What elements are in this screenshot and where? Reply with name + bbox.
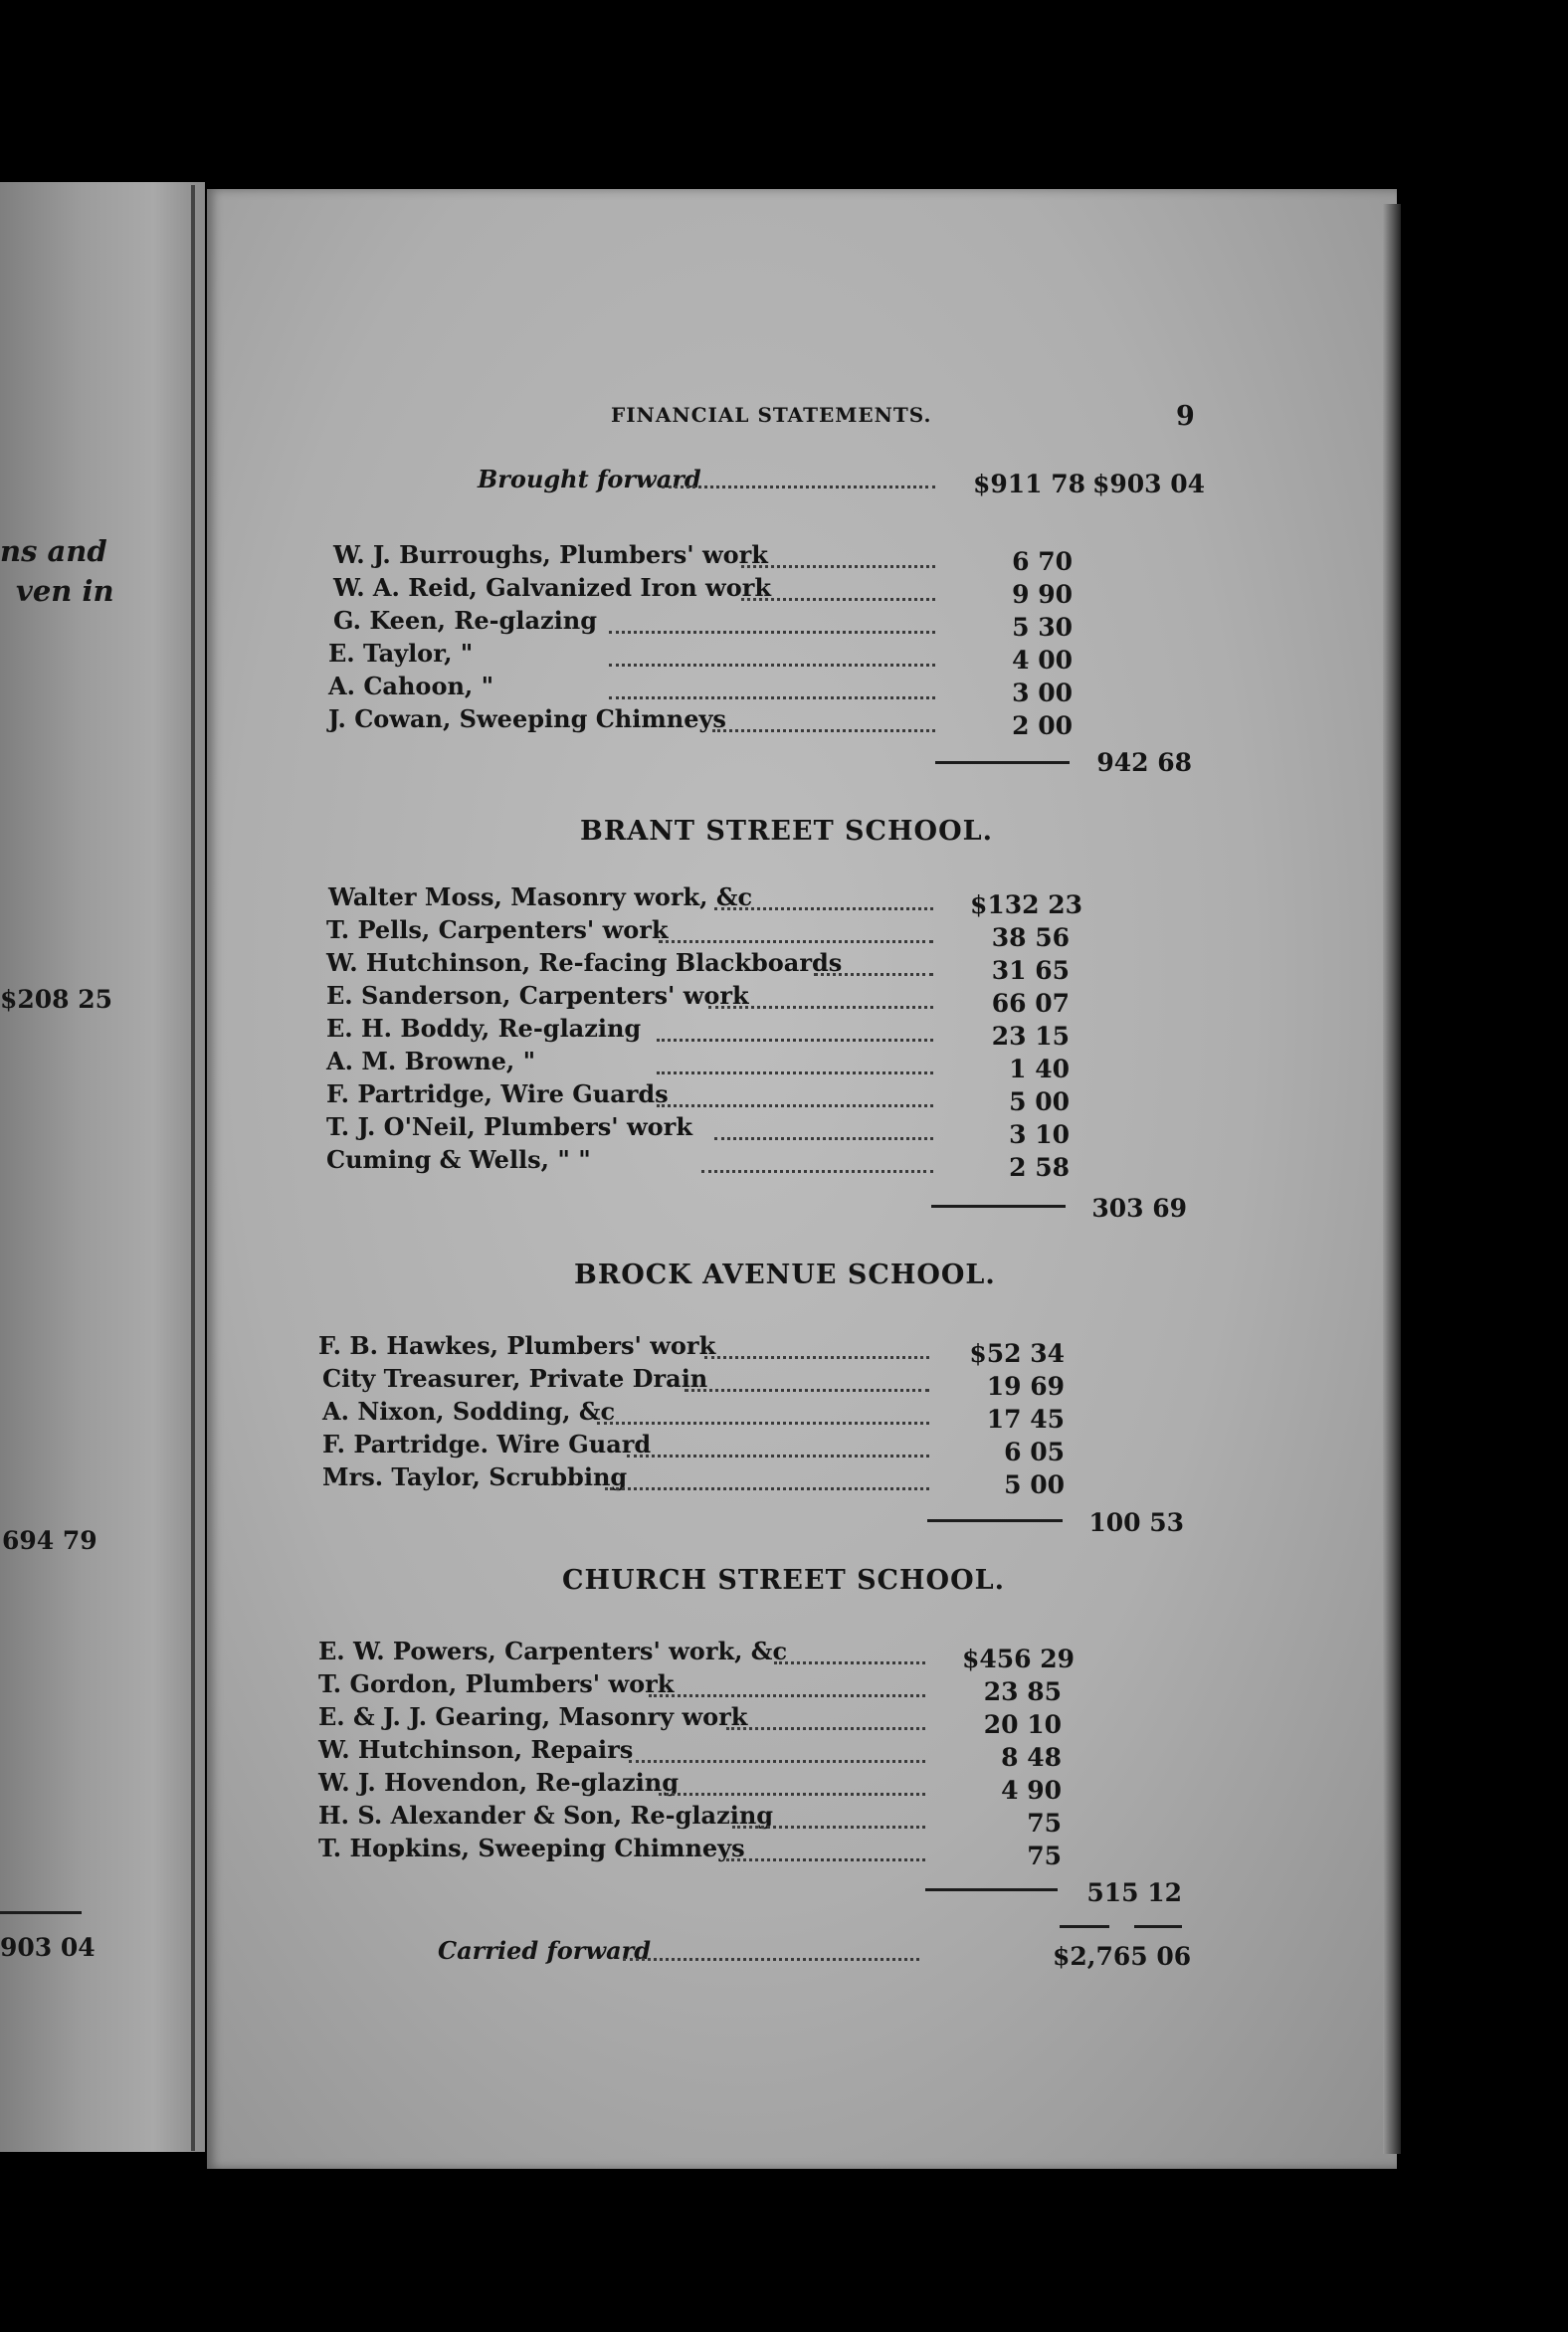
- entry-name: A. Nixon, Sodding, &c: [322, 1397, 616, 1426]
- leader-dots: [726, 1858, 925, 1861]
- entry-name: W. J. Burroughs, Plumbers' work: [333, 540, 768, 569]
- entry-name: Cuming & Wells, " ": [326, 1145, 591, 1174]
- leader-dots: [712, 729, 935, 732]
- leader-dots: [685, 1389, 929, 1392]
- leader-dots: [649, 1694, 925, 1697]
- entry-amount: 6 70: [1012, 547, 1073, 576]
- entry-amount: 5 30: [1012, 613, 1073, 642]
- entry-amount: 3 10: [1009, 1120, 1070, 1149]
- entry-name: Mrs. Taylor, Scrubbing: [322, 1462, 628, 1491]
- leader-dots: [701, 1170, 933, 1173]
- entry-amount: 6 05: [1004, 1438, 1065, 1466]
- entry-name: E. Taylor, ": [328, 639, 474, 668]
- entry-name: F. Partridge, Wire Guards: [326, 1079, 669, 1108]
- entry-name: J. Cowan, Sweeping Chimneys: [328, 704, 726, 733]
- entry-amount: 75: [1027, 1842, 1062, 1870]
- leader-dots: [714, 907, 933, 910]
- entry-amount: 5 00: [1004, 1470, 1065, 1499]
- leader-dots: [657, 1039, 933, 1042]
- section-heading: CHURCH STREET SCHOOL.: [562, 1565, 1005, 1596]
- entry-name: City Treasurer, Private Drain: [322, 1364, 708, 1393]
- leader-dots: [662, 486, 935, 488]
- entry-amount: 4 90: [1001, 1776, 1062, 1805]
- left-amount-2: 694 79: [2, 1526, 98, 1555]
- subtotal-rule: [927, 1519, 1063, 1522]
- leader-dots: [814, 973, 933, 976]
- leader-dots: [629, 1760, 925, 1763]
- entry-amount: 8 48: [1001, 1743, 1062, 1772]
- entry-amount: $456 29: [962, 1645, 1076, 1673]
- leader-dots: [605, 1487, 929, 1490]
- entry-amount: 4 00: [1012, 646, 1073, 675]
- page-edge: [1383, 204, 1401, 2154]
- entry-amount: 2 00: [1012, 711, 1073, 740]
- left-fragment-1: ns and: [0, 534, 107, 568]
- page-number: 9: [1176, 401, 1196, 432]
- leader-dots: [659, 940, 933, 943]
- entry-name: T. Hopkins, Sweeping Chimneys: [318, 1834, 745, 1862]
- entry-amount: 2 58: [1009, 1153, 1070, 1182]
- entry-name: W. Hutchinson, Repairs: [318, 1735, 634, 1764]
- entry-name: T. Pells, Carpenters' work: [326, 915, 669, 944]
- entry-name: A. M. Browne, ": [326, 1047, 536, 1075]
- entry-amount: 17 45: [986, 1405, 1065, 1434]
- leader-dots: [741, 565, 935, 568]
- subtotal-rule: [931, 1205, 1066, 1208]
- leader-dots: [704, 1356, 929, 1359]
- leader-dots: [597, 1422, 929, 1425]
- entry-amount: 31 65: [991, 956, 1070, 985]
- subtotal-rule: [935, 761, 1070, 764]
- brought-forward-amount-a: $911 78: [973, 470, 1086, 498]
- section-heading: BROCK AVENUE SCHOOL.: [574, 1260, 996, 1290]
- entry-amount: 66 07: [991, 989, 1070, 1018]
- entry-amount: 20 10: [983, 1710, 1062, 1739]
- leader-dots: [774, 1661, 925, 1664]
- total-rule: [1134, 1925, 1182, 1928]
- carried-forward-amount: $2,765 06: [1053, 1942, 1192, 1971]
- entry-amount: 75: [1027, 1809, 1062, 1838]
- entry-name: W. A. Reid, Galvanized Iron work: [333, 573, 771, 602]
- total-rule: [1060, 1925, 1109, 1928]
- leader-dots: [609, 631, 935, 634]
- brought-forward-amount-b: $903 04: [1092, 470, 1206, 498]
- entry-name: A. Cahoon, ": [328, 672, 494, 700]
- leader-dots: [741, 598, 935, 601]
- section-total: 942 68: [1096, 748, 1192, 777]
- entry-name: E. H. Boddy, Re-glazing: [326, 1014, 642, 1043]
- left-fragment-2: ven in: [16, 574, 114, 608]
- running-head: FINANCIAL STATEMENTS.: [611, 403, 932, 427]
- leader-dots: [623, 1958, 919, 1961]
- leader-dots: [609, 696, 935, 699]
- entry-name: F. B. Hawkes, Plumbers' work: [318, 1331, 716, 1360]
- entry-amount: 5 00: [1009, 1087, 1070, 1116]
- carried-forward-label: Carried forward: [438, 1936, 652, 1965]
- section-total: 100 53: [1088, 1508, 1184, 1537]
- leader-dots: [609, 664, 935, 667]
- entry-name: G. Keen, Re-glazing: [333, 606, 597, 635]
- left-amount-1: $208 25: [0, 985, 113, 1014]
- leader-dots: [726, 1727, 925, 1730]
- entry-amount: 9 90: [1012, 580, 1073, 609]
- entry-name: E. Sanderson, Carpenters' work: [326, 981, 749, 1010]
- subtotal-rule: [925, 1888, 1058, 1891]
- entry-amount: 3 00: [1012, 679, 1073, 707]
- brought-forward-label: Brought forward: [478, 465, 701, 493]
- gutter-line: [191, 185, 195, 2151]
- section-total: 515 12: [1086, 1878, 1182, 1907]
- leader-dots: [657, 1071, 933, 1074]
- entry-name: E. W. Powers, Carpenters' work, &c: [318, 1637, 788, 1665]
- left-page: [0, 182, 205, 2152]
- section-total: 303 69: [1091, 1194, 1187, 1223]
- leader-dots: [732, 1826, 925, 1829]
- entry-amount: 23 85: [983, 1677, 1062, 1706]
- entry-name: Walter Moss, Masonry work, &c: [328, 882, 753, 911]
- left-amount-3: 903 04: [0, 1933, 96, 1962]
- leader-dots: [659, 1793, 925, 1796]
- entry-name: T. Gordon, Plumbers' work: [318, 1669, 675, 1698]
- entry-amount: 1 40: [1009, 1055, 1070, 1083]
- entry-amount: 19 69: [986, 1372, 1065, 1401]
- entry-name: W. Hutchinson, Re-facing Blackboards: [326, 948, 843, 977]
- leader-dots: [708, 1006, 933, 1009]
- entry-amount: 23 15: [991, 1022, 1070, 1051]
- left-rule: [0, 1911, 82, 1914]
- leader-dots: [657, 1104, 933, 1107]
- entry-amount: $132 23: [970, 890, 1083, 919]
- entry-name: E. & J. J. Gearing, Masonry work: [318, 1702, 748, 1731]
- leader-dots: [627, 1455, 929, 1458]
- entry-name: H. S. Alexander & Son, Re-glazing: [318, 1801, 774, 1830]
- entry-amount: $52 34: [969, 1339, 1065, 1368]
- section-heading: BRANT STREET SCHOOL.: [580, 816, 993, 847]
- entry-amount: 38 56: [991, 923, 1070, 952]
- leader-dots: [714, 1137, 933, 1140]
- entry-name: T. J. O'Neil, Plumbers' work: [326, 1112, 692, 1141]
- entry-name: F. Partridge. Wire Guard: [322, 1430, 652, 1458]
- entry-name: W. J. Hovendon, Re-glazing: [318, 1768, 680, 1797]
